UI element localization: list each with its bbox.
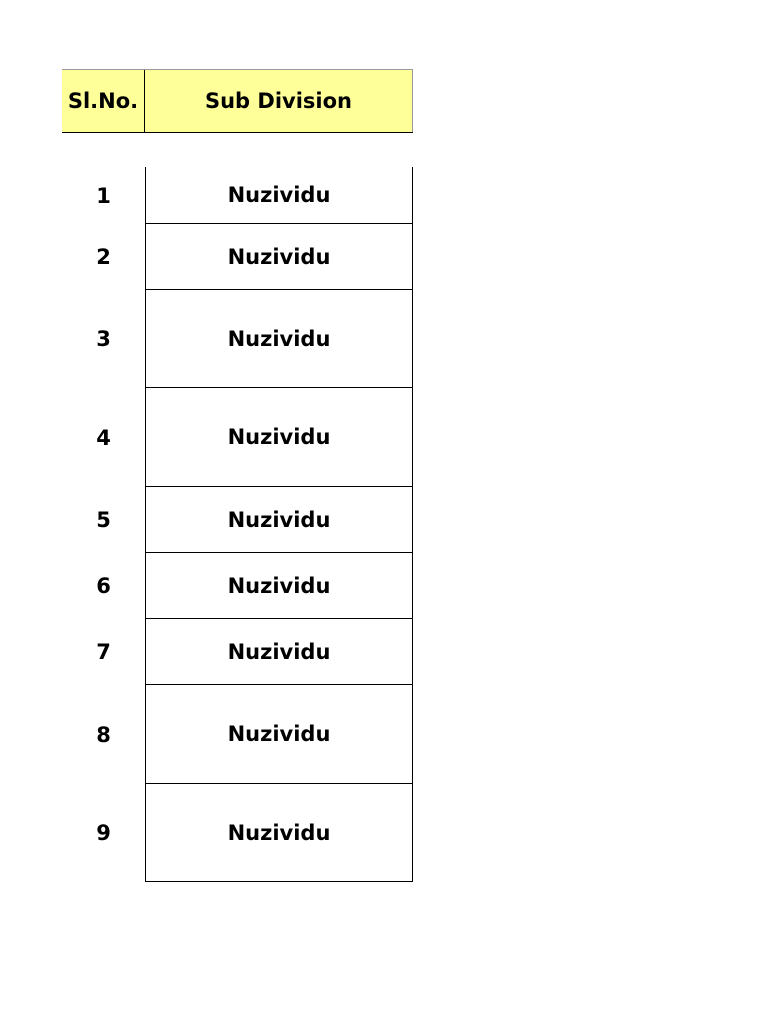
sub-division-cell: Nuzividu (145, 619, 413, 685)
table-row (62, 167, 413, 224)
sub-division-cell: Nuzividu (145, 553, 413, 619)
header-sub-division: Sub Division (145, 70, 413, 132)
sub-division-cell: Nuzividu (145, 388, 413, 487)
sl-no-cell: 3 (96, 327, 111, 351)
table-row (62, 290, 413, 388)
sl-no-cell: 8 (96, 722, 111, 747)
table-row (62, 487, 413, 553)
table-header (62, 69, 413, 133)
sub-division-cell: Nuzividu (145, 487, 413, 553)
table-row (62, 553, 413, 619)
sub-division-cell: Nuzividu (145, 167, 413, 224)
sl-no-cell: 9 (96, 821, 111, 845)
sl-no-cell: 4 (96, 425, 111, 450)
sub-division-cell: Nuzividu (145, 784, 413, 882)
sub-division-cell: Nuzividu (145, 685, 413, 784)
table-row (62, 388, 413, 487)
table-row (62, 685, 413, 784)
sl-no-cell: 7 (96, 640, 111, 664)
sl-no-cell: 6 (96, 574, 111, 598)
table-row (62, 784, 413, 882)
header-sl-no: Sl.No. (62, 70, 145, 132)
sl-no-cell: 1 (96, 183, 111, 208)
table-row (62, 224, 413, 290)
table-row (62, 619, 413, 685)
sub-division-cell: Nuzividu (145, 290, 413, 388)
sl-no-cell: 5 (96, 508, 111, 532)
sub-division-cell: Nuzividu (145, 224, 413, 290)
sl-no-cell: 2 (96, 245, 111, 269)
